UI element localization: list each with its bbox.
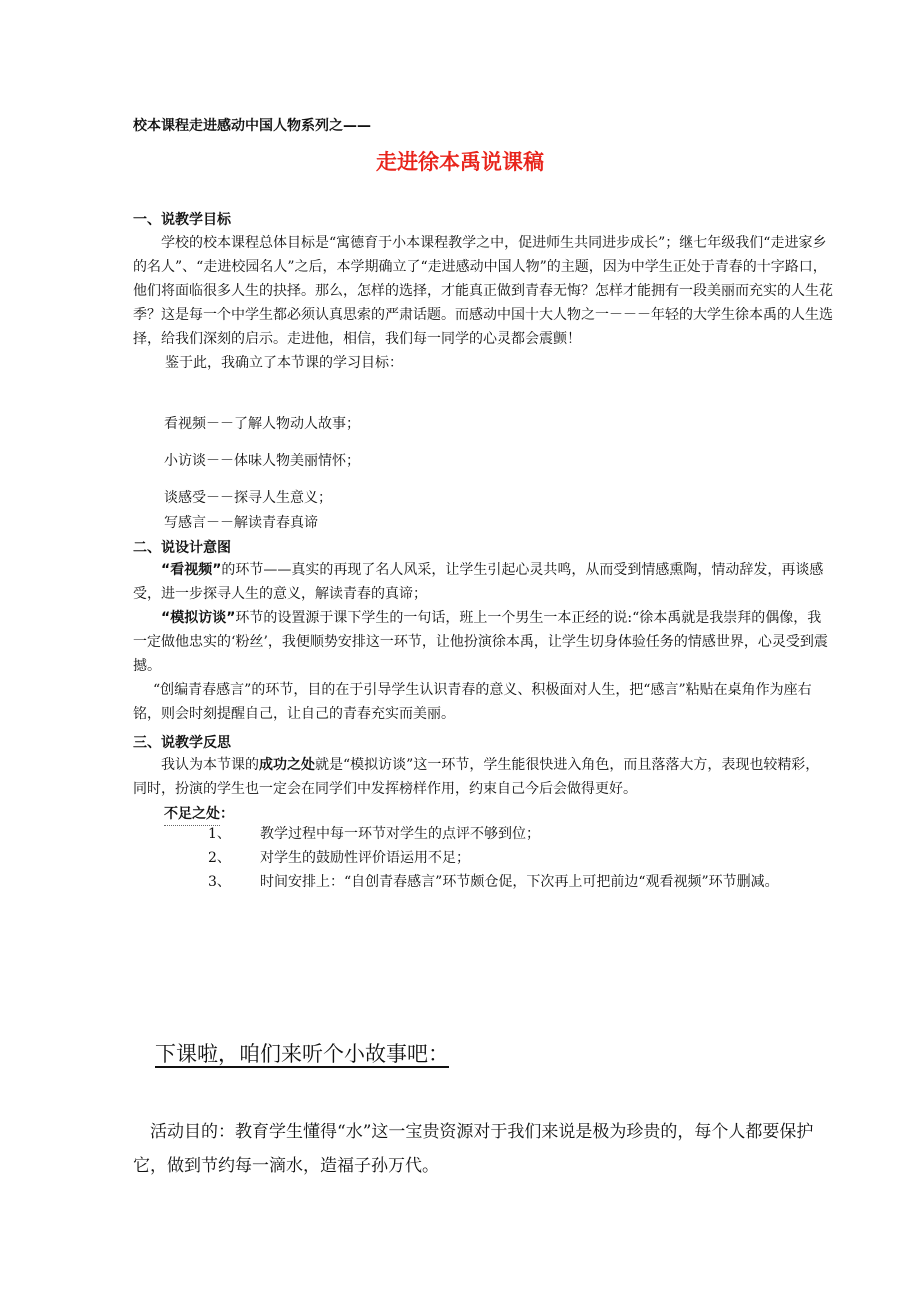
success-keyword: 成功之处	[259, 757, 315, 773]
story-heading: 下课啦，咱们来听个小故事吧：	[155, 1042, 449, 1066]
interview-keyword: “模拟访谈”	[161, 610, 236, 626]
design-paragraph-slogan: “创编青春感言”的环节，目的在于引导学生认识青春的意义、积极面对人生，把“感言”粘贴在桌角作为座右铭，则会时刻提醒自己，让自己的青春充实而美丽。	[133, 682, 812, 722]
series-title: 校本课程走进感动中国人物系列之——	[133, 118, 371, 134]
design-paragraph-interview: “模拟访谈”环节的设置源于课下学生的一句话，班上一个男生一本正经的说:“徐本禹就是我崇拜的偶像，我一定做他忠实的‘粉丝’，我便顺势安排这一环节，让他扮演徐本禹，让学生切身体验任务的情感世界，心灵受到震撼。	[133, 610, 828, 674]
design-text	[133, 558, 833, 726]
list-item: 1、 教学过程中每一环节对学生的点评不够到位；	[208, 826, 540, 842]
section-heading-objectives: 一、说教学目标	[133, 212, 231, 228]
goal-item: 看视频－－了解人物动人故事；	[164, 416, 360, 432]
goal-item: 写感言－－解读青春真谛	[164, 515, 318, 531]
goal-item: 谈感受－－探寻人生意义；	[164, 490, 332, 506]
objectives-paragraph: 学校的校本课程总体目标是“寓德育于小本课程教学之中，促进师生共同进步成长”；继七年级我们“走进家乡的名人”、“走进校园名人”之后，本学期确立了“走进感动中国人物”的主题，因为中学生正处于青春的十字路口，他们将面临很多人生的抉择。那么，怎样的选择，才能真正做到青春无悔？怎样才能拥有一段美丽而充实的人生花季？这是每一个中学生都必须认真思索的严肃话题。而感动中国十大人物之一－－－年轻的大学生徐本禹的人生选择，给我们深刻的启示。走进他，相信，我们每一同学的心灵都会震颤！	[133, 235, 833, 347]
goal-item: 小访谈－－体味人物美丽情怀；	[164, 453, 360, 469]
objectives-text	[133, 231, 833, 375]
deficit-label: 不足之处：	[164, 803, 234, 826]
page-title: 走进徐本禹说课稿	[376, 150, 544, 174]
design-paragraph-video: “看视频”的环节——真实的再现了名人风采，让学生引起心灵共鸣，从而受到情感熏陶，情动辞发，再谈感受，进一步探寻人生的意义，解读青春的真谛；	[133, 562, 824, 602]
activity-purpose: 活动目的：教育学生懂得“水”这一宝贵资源对于我们来说是极为珍贵的，每个人都要保护它，做到节约每一滴水，造福子孙万代。	[133, 1122, 814, 1176]
objectives-lead: 鉴于此，我确立了本节课的学习目标：	[165, 355, 403, 371]
reflection-paragraph: 我认为本节课的成功之处就是“模拟访谈”这一环节，学生能很快进入角色，而且落落大方，表现也较精彩，同时，扮演的学生也一定会在同学们中发挥榜样作用，约束自己今后会做得更好。	[133, 757, 820, 797]
deficit-list	[208, 822, 838, 894]
section-heading-design: 二、说设计意图	[133, 540, 231, 556]
video-keyword: “看视频”	[161, 562, 222, 578]
list-item: 2、 对学生的鼓励性评价语运用不足；	[208, 850, 470, 866]
list-item: 3、 时间安排上：“自创青春感言”环节颇仓促，下次再上可把前边“观看视频”环节删减。	[208, 874, 779, 890]
section-heading-reflection: 三、说教学反思	[133, 735, 231, 751]
reflection-text	[133, 753, 833, 801]
